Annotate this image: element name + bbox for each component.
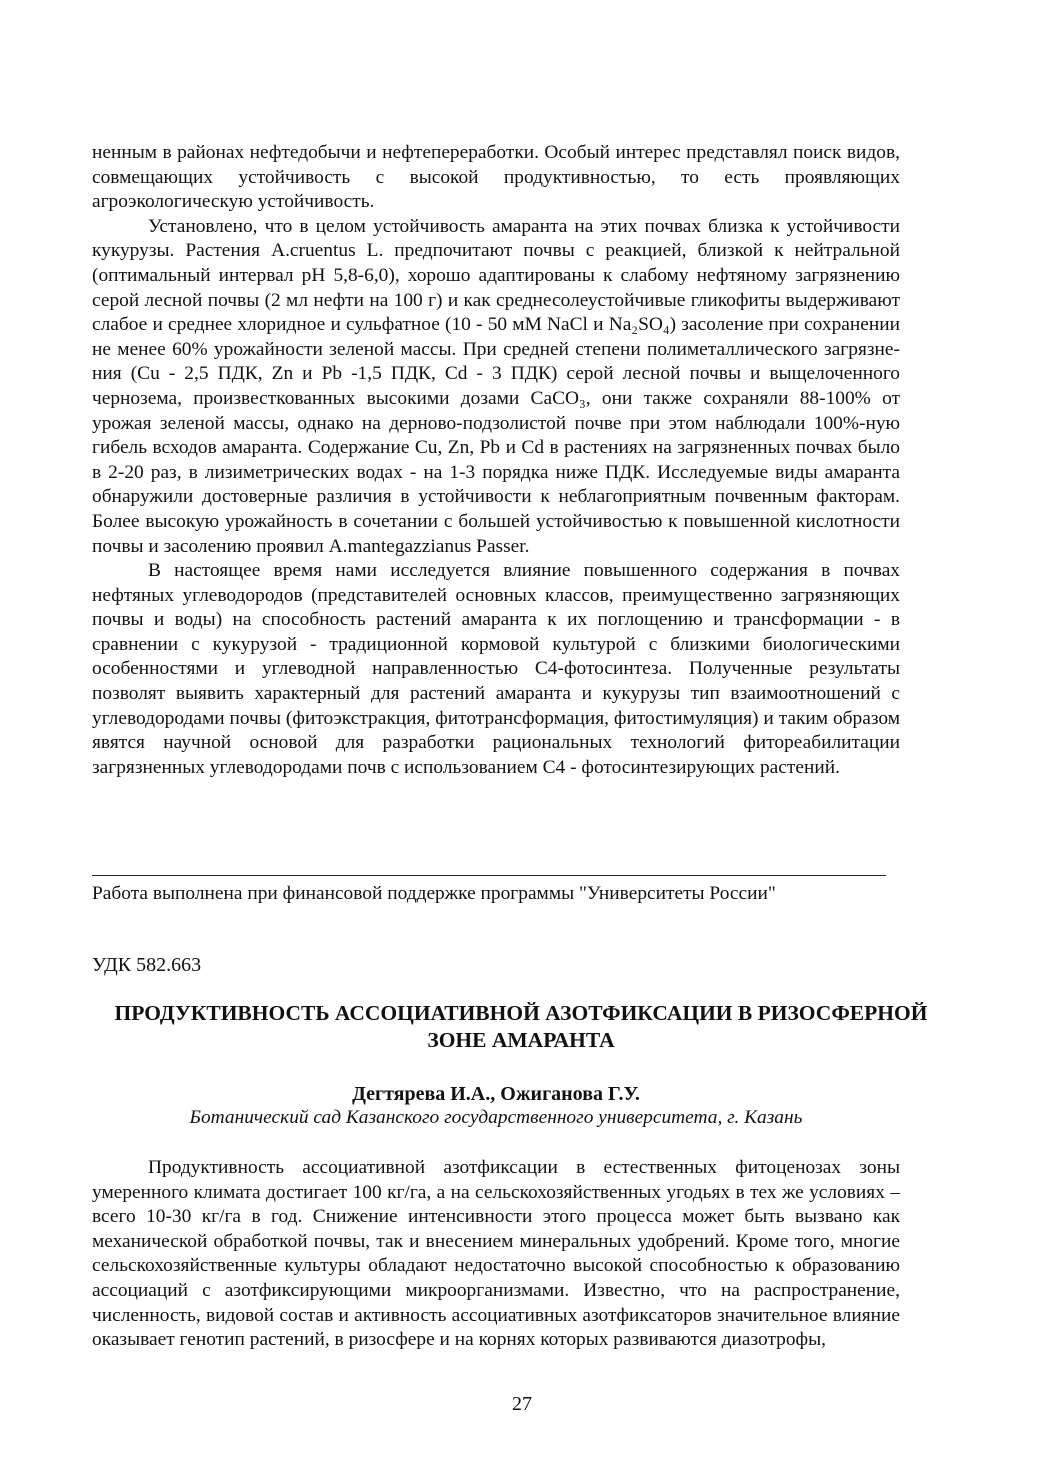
- article-title: ПРОДУКТИВНОСТЬ АССОЦИАТИВНОЙ АЗОТФИКСАЦИИ В РИЗОСФЕРНОЙ ЗОНЕ АМАРАНТА: [114, 1001, 928, 1052]
- funding-note: Работа выполнена при финансовой поддержке программы "Университеты России": [92, 883, 776, 904]
- body-text-continued: [92, 141, 900, 780]
- article-affiliation: Ботанический сад Казанского государственного университета, г. Казань: [189, 1107, 803, 1128]
- article-authors: Дегтярева И.А., Ожиганова Г.У.: [352, 1083, 640, 1105]
- article-body: [92, 1156, 900, 1353]
- paragraph-1: ненным в районах нефтедобычи и нефтепереработки. Особый интерес представлял поиск видов, совмещающих устойчивость с высокой продуктивностью, то есть проявляющих агроэкологическую устойчивость.: [92, 142, 900, 213]
- paragraph-3: В настоящее время нами исследуется влияние повышенного содержания в почвах нефтяных углеводородов (представителей основных классов, преимущественно загрязняющих почвы и воды) на способность растений амаранта к их поглощению и трансформации - в сравнении с кукурузой - традиционной кормовой культурой с близкими биологическими особенностями и углеводной направленностью C4-фотосинтеза. Полученные результаты позволят выявить характерный для растений амаранта и кукурузы тип взаимоотношений с углеводородами почвы (фитоэкстракция, фитотрансформация, фитостимуляция) и таким образом явятся научной основой для разработки рациональных технологий фитореабилитации загрязненных углеводородами почв с использованием C4 - фотосинтезирующих растений.: [92, 560, 900, 778]
- footnote-divider: [92, 875, 886, 876]
- article-paragraph-1: Продуктивность ассоциативной азотфиксации в естественных фитоценозах зоны умеренного климата достигает 100 кг/га, а на сельскохозяйственных угодьях в тех же условиях – всего 10-30 кг/га в год. Снижение интенсивности этого процесса может быть вызвано как механической обработкой почвы, так и внесением минеральных удобрений. Кроме того, многие сельскохозяйственные культуры обладают недостаточно высокой способностью к образованию ассоциаций с азотфиксирующими микроорганизмами. Известно, что на распространение, численность, видовой состав и активность ассоциативных азотфиксаторов значительное влияние оказывает генотип растений, в ризосфере и на корнях которых развиваются диазотрофы,: [92, 1157, 900, 1351]
- udk-code: УДК 582.663: [92, 954, 202, 976]
- page-number: 27: [512, 1393, 532, 1415]
- paragraph-2: Установлено, что в целом устойчивость амаранта на этих почвах близка к устойчивости кукурузы. Растения A.cruentus L. предпочитают почвы с реакцией, близкой к нейтральной (оптимальный интервал pH 5,8-6,0), хорошо адаптированы к слабому нефтяному загрязнению серой лесной почвы (2 мл нефти на 100 г) и как среднесолеустойчивые гликофиты выдерживают слабое и среднее хлоридное и сульфатное (10 - 50 мМ NaCl и Na₂SO₄) засоление при сохранении не менее 60% урожайности зеленой массы. При средней степени полиметаллического загрязнения (Cu - 2,5 ПДК, Zn и Pb -1,5 ПДК, Cd - 3 ПДК) серой лесной почвы и выщелоченного чернозема, произвесткованных высокими дозами CaCO₃, они также сохраняли 88-100% от урожая зеленой массы, однако на дерново-подзолистой почве при этом наблюдали 100%-ную гибель всходов амаранта. Содержание Cu, Zn, Pb и Cd в растениях на загрязненных почвах было в 2-20 раз, в лизиметрических водах - на 1-3 порядка ниже ПДК. Исследуемые виды амаранта обнаружили достоверные различия в устойчивости к неблагоприятным почвенным факторам. Более высокую урожайность в сочетании с большей устойчивостью к повышенной кислотности почвы и засолению проявил A.mantegazzianus Passer.: [92, 215, 900, 557]
